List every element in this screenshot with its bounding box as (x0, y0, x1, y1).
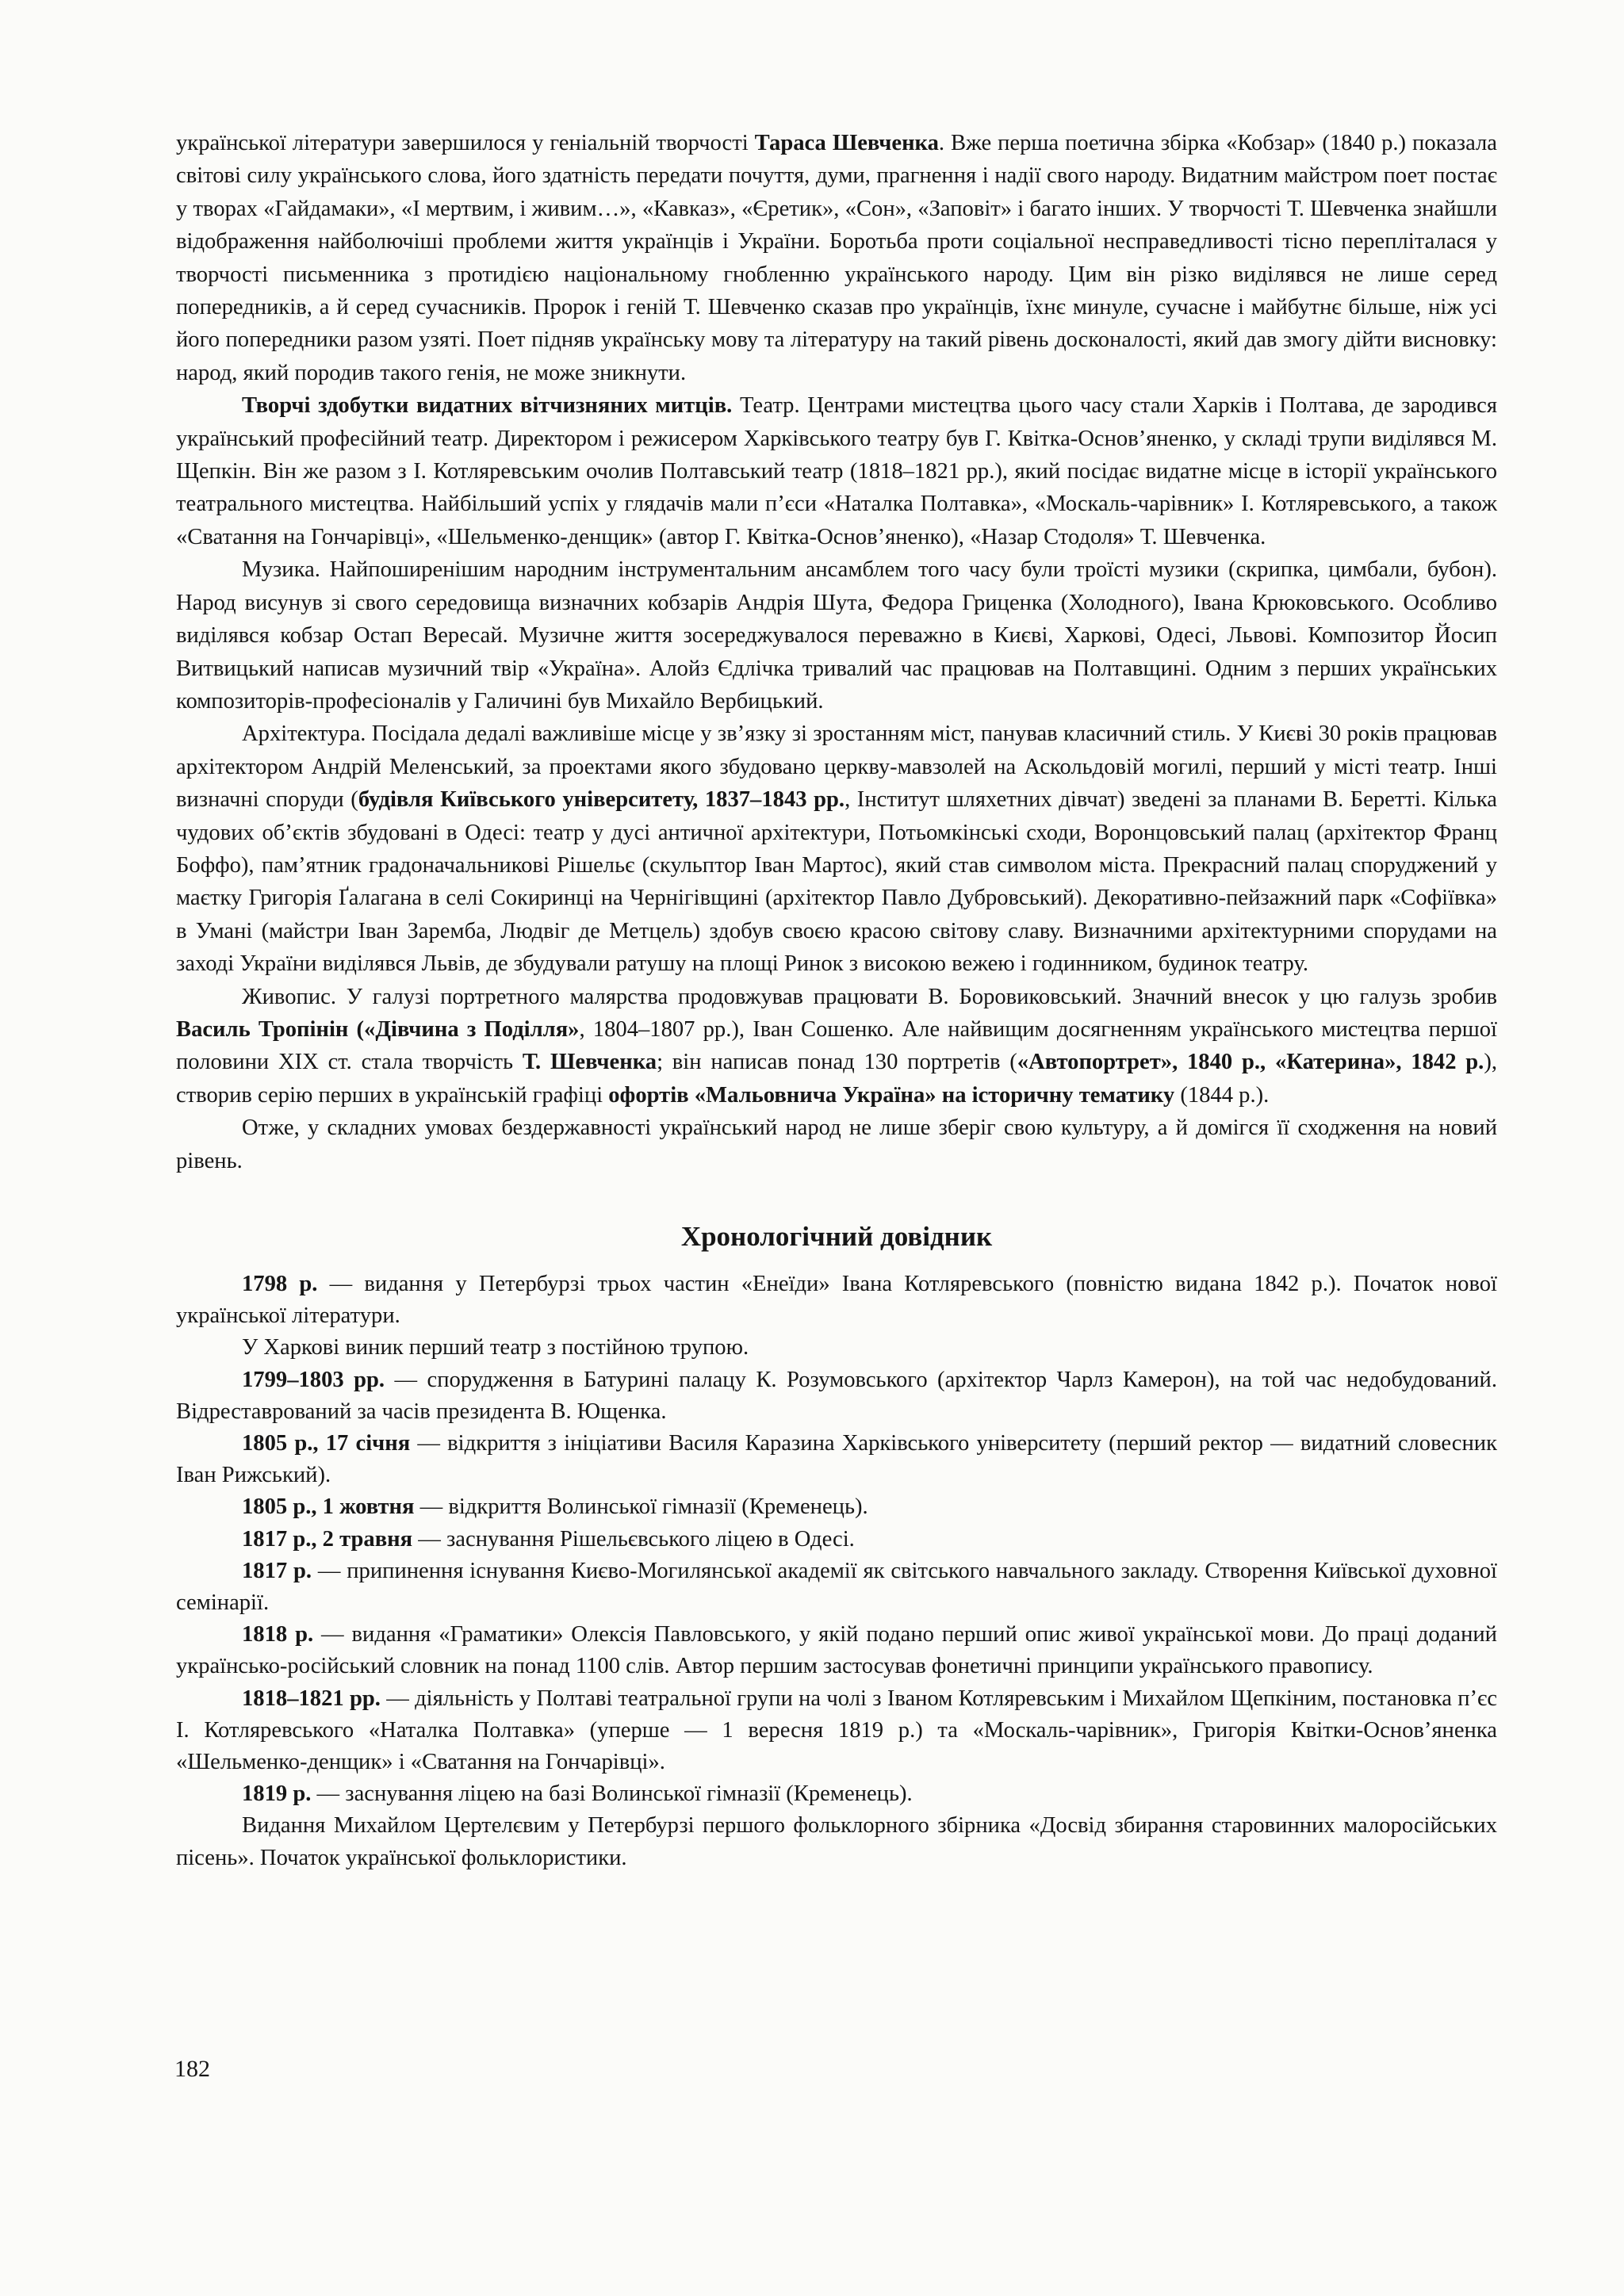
chronology-date: 1818–1821 рр. (242, 1686, 381, 1711)
chronology-date: 1798 р. (242, 1272, 318, 1296)
paragraph-painting: Живопис. У галузі портретного малярства продовжував працювати В. Боровиковський. Значний внесок у цю галузь зробив Василь Тропінін («Дівчина з Поділля», 1804–1807 рр.), Іван Сошенко. Але найвищим досягненням українського мистецтва першої половини XIX ст. стала творчість Т. Шевченка; він написав понад 130 портретів («Автопортрет», 1840 р., «Катерина», 1842 р.), створив серію перших в українській графіці офортів «Мальовнича Україна» на історичну тематику (1844 р.). (176, 984, 1497, 1108)
chronology-entry (176, 1524, 1497, 1556)
paragraph-shevchenko-literature: української літератури завершилося у геніальній творчості Тараса Шевченка. Вже перша поетична збірка «Кобзар» (1840 р.) показала світові силу українського слова, його здатність передати почуття, думи, прагнення і надії свого народу. Видатним майстром поет постає у творах «Гайдамаки», «І мертвим, і живим…», «Кавказ», «Єретик», «Сон», «Заповіт» і багато інших. У творчості Т. Шевченка знайшли відображення найболючіші проблеми життя українців і України. Боротьба проти соціальної несправедливості тісно перепліталася у творчості письменника з протидією національному гнобленню українського народу. Цим він різко виділявся не лише серед попередників, а й серед сучасників. Пророк і геній Т. Шевченко сказав про українців, їхнє минуле, сучасне і майбутнє більше, ніж усі його попередники разом узяті. Поет підняв українську мову та літературу на такий рівень досконалості, який дав змогу дійти висновку: народ, який породив такого генія, не може зникнути. (176, 131, 1497, 385)
chronology-date: 1817 р. (242, 1558, 312, 1583)
chronology-text: — заснування ліцею на базі Волинської гімназії (Кременець). (311, 1781, 913, 1807)
paragraph-theatre: Творчі здобутки видатних вітчизняних митців. Театр. Центрами мистецтва цього часу стали Харків і Полтава, де зародився український професійний театр. Директором і режисером Харківського театру був Г. Квітка-Основ’яненко, у складі трупи виділявся М. Щепкін. Він же разом з І. Котляревським очолив Полтавський театр (1818–1821 рр.), який посідає видатне місце в історії українського театрального мистецтва. Найбільший успіх у глядачів мали п’єси «Наталка Полтавка», «Москаль-чарівник» І. Котляревського, а також «Сватання на Гончарівці», «Шельменко-денщик» (автор Г. Квітка-Основ’яненко), «Назар Стодоля» Т. Шевченка. (176, 393, 1497, 549)
bold-term: Т. Шевченка (522, 1050, 657, 1075)
chronology-entry (176, 1269, 1497, 1332)
chronology-text: — діяльність у Полтаві театральної групи на чолі з Іваном Котляревським і Михайлом Щепкіним, постановка п’єс І. Котляревського «Наталка Полтавка» (уперше — 1 вересня 1819 р.) та «Москаль-чарівник», Григорія Квітки-Основ’яненка «Шельменко-денщик» і «Сватання на Гончарівці». (176, 1686, 1498, 1775)
bold-term: Творчі здобутки видатних вітчизняних митців. (242, 393, 733, 419)
section-title: Хронологічний довідник (680, 1221, 993, 1252)
bold-term: будівля Київського університету, 1837–1843 рр. (358, 787, 845, 813)
chronology-text: Видання Михайлом Цертелєвим у Петербурзі першого фольклорного збірника «Досвід збирання старовинних малоросійських пісень». Початок української фольклористики. (176, 1813, 1497, 1870)
chronology-entry (176, 1683, 1497, 1779)
page-number: 182 (174, 2056, 210, 2082)
chronology-text: — видання у Петербурзі трьох частин «Енеїди» Івана Котляревського (повністю видана 1842 р.). Початок нової української літератури. (176, 1272, 1497, 1329)
bold-term: офортів «Мальовнича Україна» на історичну тематику (608, 1082, 1175, 1108)
chronology-date: 1817 р., 2 травня (242, 1526, 413, 1552)
page-body (176, 127, 1497, 1874)
chronology-entry (176, 1810, 1497, 1873)
chronology-date: 1819 р. (242, 1781, 312, 1807)
chronology-entry (176, 1332, 1497, 1364)
chronology-text: — відкриття Волинської гімназії (Кременець). (414, 1494, 868, 1520)
chronology-text: — припинення існування Києво-Могилянської академії як світського навчального закладу. Створення Київської духовної семінарії. (176, 1558, 1498, 1616)
chronology-date: 1805 р., 1 жовтня (242, 1494, 415, 1520)
chronology-text: — заснування Рішельєвського ліцею в Одесі. (412, 1526, 855, 1552)
bold-term: «Автопортрет», 1840 р., «Катерина», 1842 р. (1017, 1050, 1484, 1075)
chronology-entry (176, 1428, 1497, 1491)
chronology-date: 1799–1803 рр. (242, 1367, 385, 1392)
chronology-entry (176, 1778, 1497, 1810)
chronology-date: 1805 р., 17 січня (242, 1431, 411, 1456)
paragraph-music: Музика. Найпоширенішим народним інструментальним ансамблем того часу були троїсті музики (скрипка, цимбали, бубон). Народ висунув зі свого середовища визначних кобзарів Андрія Шута, Федора Гриценка (Холодного), Івана Крюковського. Особливо виділявся кобзар Остап Вересай. Музичне життя зосереджувалося переважно в Києві, Харкові, Одесі, Львові. Композитор Йосип Витвицький написав музичний твір «Україна». Алойз Єдлічка тривалий час працював на Полтавщині. Одним з перших українських композиторів-професіоналів у Галичині був Михайло Вербицький. (176, 557, 1497, 714)
paragraph-conclusion: Отже, у складних умовах бездержавності український народ не лише зберіг свою культуру, а й домігся її сходження на новий рівень. (176, 1115, 1497, 1173)
chronology-entry (176, 1556, 1497, 1619)
chronology-list (176, 1269, 1497, 1874)
chronology-text: — спорудження в Батурині палацу К. Розумовського (архітектор Чарлз Камерон), на той час недобудований. Відреставрований за часів президента В. Ющенка. (176, 1367, 1497, 1424)
paragraph-architecture: Архітектура. Посідала дедалі важливіше місце у зв’язку зі зростанням міст, панував класичний стиль. У Києві 30 років працював архітектором Андрій Меленський, за проектами якого збудовано церкву-мавзолей на Аскольдовій могилі, перший у місті театр. Інші визначні споруди (будівля Київського університету, 1837–1843 рр., Інститут шляхетних дівчат) зведені за планами В. Беретті. Кілька чудових об’єктів збудовані в Одесі: театр у дусі античної архітектури, Потьомкінські сходи, Воронцовський палац (архітектор Франц Боффо), пам’ятник градоначальникові Рішельє (скульптор Іван Мартос), який став символом міста. Прекрасний палац споруджений у маєтку Григорія Ґалагана в селі Сокиринці на Чернігівщині (архітектор Павло Дубровський). Декоративно-пейзажний парк «Софіївка» в Умані (майстри Іван Заремба, Людвіг де Метцель) здобув своєю красою світову славу. Визначними архітектурними спорудами на заході України виділявся Львів, де збудували ратушу на площі Ринок з високою вежею і годинником, будинок театру. (176, 721, 1497, 977)
chronology-date: 1818 р. (242, 1622, 314, 1647)
chronology-entry (176, 1491, 1497, 1523)
bold-term: Василь Тропінін («Дівчина з Поділля» (176, 1016, 580, 1042)
chronology-entry (176, 1364, 1497, 1428)
chronology-text: — відкриття з ініціативи Василя Каразина Харківського університету (перший ректор — видатний словесник Іван Рижський). (176, 1431, 1497, 1488)
chronology-entry (176, 1619, 1497, 1682)
bold-term: Тараса Шевченка (754, 131, 939, 155)
chronology-text: — видання «Граматики» Олексія Павловського, у якій подано перший опис живої української мови. До праці доданий українсько-російський словник на понад 1100 слів. Автор першим застосував фонетичні принципи українського правопису. (176, 1622, 1497, 1679)
chronology-text: У Харкові виник перший театр з постійною трупою. (242, 1335, 749, 1360)
